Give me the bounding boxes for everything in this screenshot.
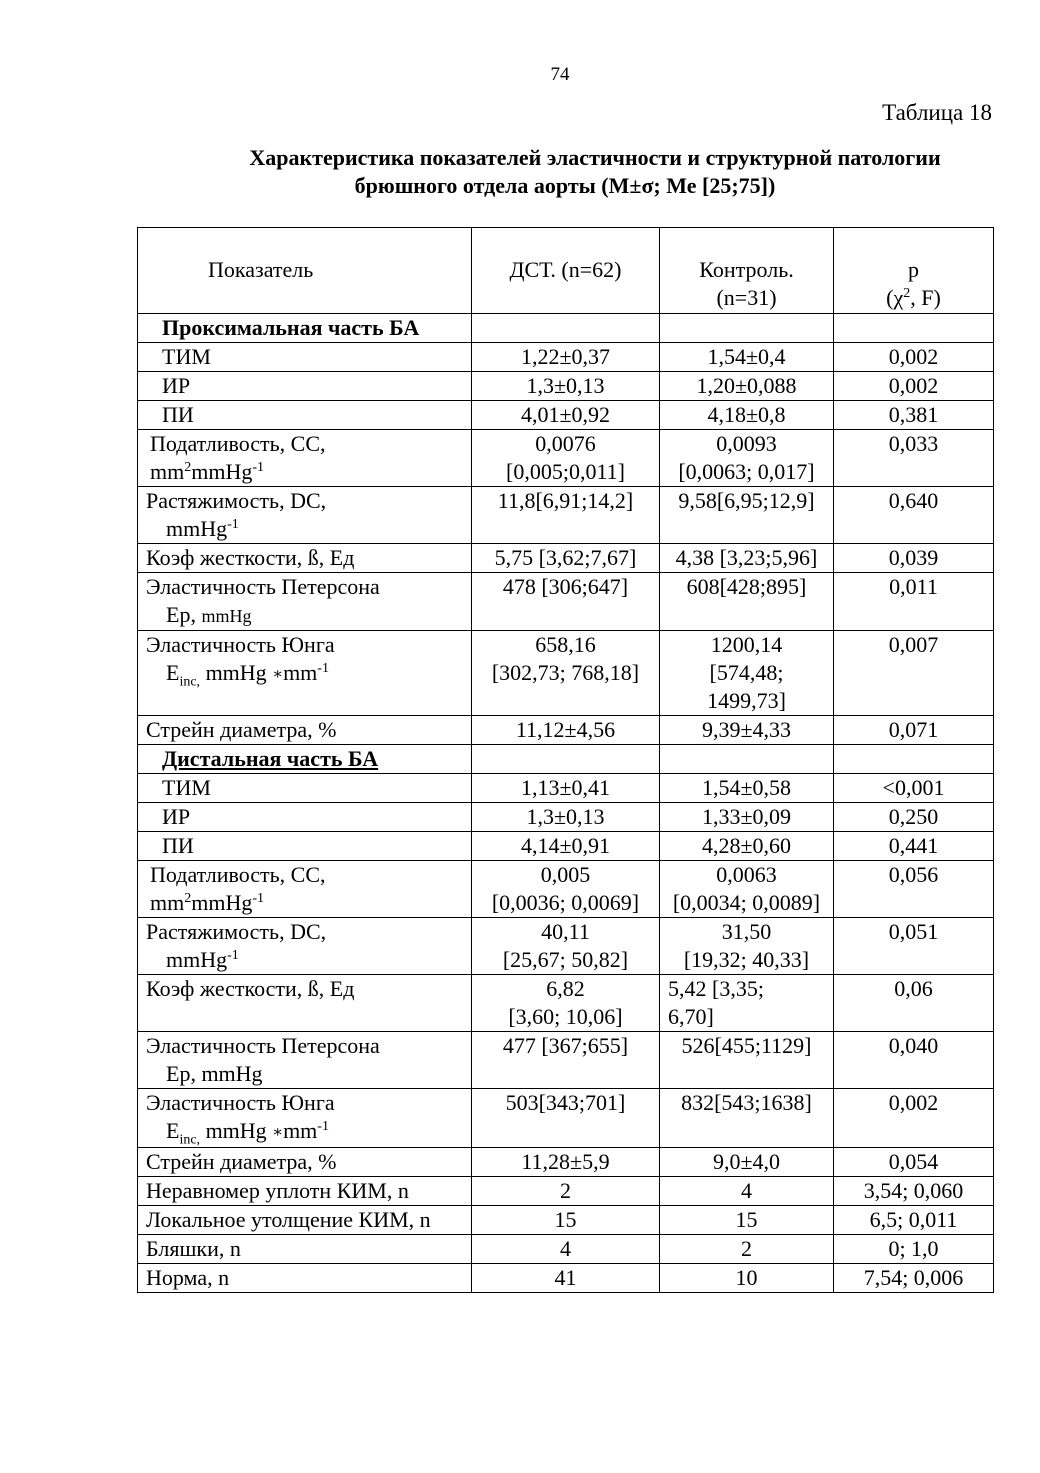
page-number: 74 (550, 64, 570, 85)
section-title-text: Дистальная часть БА (162, 746, 379, 771)
control-value (660, 861, 834, 918)
row-name: ТИМ (138, 343, 472, 372)
p-value: 0,071 (834, 716, 994, 745)
p-value: 0,002 (834, 372, 994, 401)
table-row (138, 631, 994, 716)
star-symbol: ∗ (272, 666, 284, 683)
row-name: ПИ (138, 401, 472, 430)
unit-part: mmHg (200, 1118, 273, 1143)
p-value: 6,5; 0,011 (834, 1206, 994, 1235)
p-value: 3,54; 0,060 (834, 1177, 994, 1206)
table-row (138, 401, 994, 430)
control-value-line: [574,48; (709, 660, 784, 685)
control-value: 608[428;895] (660, 573, 834, 631)
dst-value (472, 975, 660, 1032)
dst-value-line: [0,005;0,011] (506, 459, 625, 484)
table-header-row (138, 228, 994, 314)
p-value: 0,002 (834, 343, 994, 372)
dst-value (472, 430, 660, 487)
p-value: 0,011 (834, 573, 994, 631)
row-name: ПИ (138, 832, 472, 861)
dst-value-line: [25,67; 50,82] (502, 947, 629, 972)
dst-value: 41 (472, 1264, 660, 1293)
header-control-line1: Контроль. (699, 257, 794, 282)
unit-part: mm (150, 459, 185, 484)
control-value (660, 430, 834, 487)
table-row (138, 1032, 994, 1089)
dst-value: 11,12±4,56 (472, 716, 660, 745)
row-name: Локальное утолщение КИМ, n (138, 1206, 472, 1235)
dst-value: 4,01±0,92 (472, 401, 660, 430)
dst-value-line: 658,16 (535, 632, 596, 657)
header-control-line2: (n=31) (716, 285, 777, 310)
p-value: 0,06 (834, 975, 994, 1032)
section-row-proximal (138, 314, 994, 343)
dst-value (472, 918, 660, 975)
empty-cell (660, 745, 834, 774)
control-value-line: 1200,14 (710, 632, 783, 657)
p-value: 0,250 (834, 803, 994, 832)
p-value: 0; 1,0 (834, 1235, 994, 1264)
unit-part: mm (283, 660, 318, 685)
control-value: 15 (660, 1206, 834, 1235)
dst-value (472, 861, 660, 918)
control-value-line: 5,42 [3,35; (668, 976, 764, 1001)
empty-cell (472, 314, 660, 343)
dst-value: 1,22±0,37 (472, 343, 660, 372)
row-unit (146, 659, 467, 689)
row-name: Коэф жесткости, ß, Ед (138, 975, 472, 1032)
row-name-line1: Эластичность Юнга (146, 632, 335, 657)
dst-value-line: 0,0076 (535, 431, 596, 456)
control-value-line: [19,32; 40,33] (683, 947, 810, 972)
p-value: <0,001 (834, 774, 994, 803)
unit-sup: -1 (317, 661, 329, 676)
table-row (138, 1089, 994, 1148)
unit-part: E (166, 1118, 180, 1143)
header-p-sup: 2 (903, 286, 911, 301)
unit-part: mmHg (166, 516, 228, 541)
row-name: ТИМ (138, 774, 472, 803)
control-value-line: 0,0063 (716, 862, 777, 887)
table-row (138, 1206, 994, 1235)
dst-value-line: [3,60; 10,06] (508, 1004, 623, 1029)
dst-value: 5,75 [3,62;7,67] (472, 544, 660, 573)
row-name (138, 1032, 472, 1089)
table-row (138, 716, 994, 745)
header-indicator: Показатель (138, 228, 472, 314)
control-value: 832[543;1638] (660, 1089, 834, 1148)
row-unit (150, 458, 467, 486)
p-value: 0,039 (834, 544, 994, 573)
data-table (137, 227, 994, 1293)
table-row (138, 918, 994, 975)
row-name (138, 631, 472, 716)
header-p-line2 (838, 284, 989, 312)
dst-value: 1,13±0,41 (472, 774, 660, 803)
table-row (138, 861, 994, 918)
row-name (138, 861, 472, 918)
table-row (138, 1177, 994, 1206)
star-symbol: ∗ (272, 1124, 284, 1141)
header-dst: ДСТ. (n=62) (472, 228, 660, 314)
title-line-2: брюшного отдела аорты (М±σ; Ме [25;75]) (354, 173, 776, 198)
table-row (138, 774, 994, 803)
row-name: Стрейн диаметра, % (138, 1148, 472, 1177)
control-value: 526[455;1129] (660, 1032, 834, 1089)
header-p (834, 228, 994, 314)
dst-value: 478 [306;647] (472, 573, 660, 631)
row-unit: Ep, mmHg (166, 1061, 263, 1086)
dst-value: 15 (472, 1206, 660, 1235)
unit-sub: inc, (179, 674, 201, 690)
dst-value-line: [302,73; 768,18] (491, 660, 640, 685)
p-value: 0,002 (834, 1089, 994, 1148)
empty-cell (834, 745, 994, 774)
dst-value-line: 6,82 (546, 976, 585, 1001)
dst-value: 1,3±0,13 (472, 372, 660, 401)
dst-value: 477 [367;655] (472, 1032, 660, 1089)
control-value (660, 631, 834, 716)
table-row (138, 803, 994, 832)
table-title (140, 144, 990, 200)
empty-cell (472, 745, 660, 774)
dst-value (472, 631, 660, 716)
p-value: 0,381 (834, 401, 994, 430)
dst-value-line: 40,11 (541, 919, 590, 944)
p-value: 0,040 (834, 1032, 994, 1089)
row-name-line1: Эластичность Петерсона (146, 574, 380, 599)
control-value-line: 1499,73] (707, 688, 786, 713)
row-name (138, 573, 472, 631)
table-row (138, 487, 994, 544)
control-value-line: 6,70] (668, 1004, 714, 1029)
empty-cell (834, 314, 994, 343)
row-name: ИР (138, 372, 472, 401)
row-name (138, 918, 472, 975)
p-value: 7,54; 0,006 (834, 1264, 994, 1293)
row-unit (146, 946, 467, 974)
empty-cell (660, 314, 834, 343)
control-value-line: 31,50 (721, 919, 772, 944)
control-value: 9,39±4,33 (660, 716, 834, 745)
dst-value-line: 0,005 (540, 862, 591, 887)
control-value: 9,58[6,95;12,9] (660, 487, 834, 544)
unit-sub: inc, (179, 1132, 201, 1148)
title-line-1: Характеристика показателей эластичности и структурной патологии (249, 145, 941, 170)
unit-sup: -1 (227, 948, 239, 963)
unit-sup: 2 (184, 891, 192, 906)
control-value: 9,0±4,0 (660, 1148, 834, 1177)
table-row (138, 372, 994, 401)
control-value (660, 918, 834, 975)
table-row (138, 573, 994, 631)
row-name-line1: Податливость, CC, (150, 862, 326, 887)
control-value: 1,20±0,088 (660, 372, 834, 401)
control-value: 4 (660, 1177, 834, 1206)
header-p-chi: (χ (886, 285, 904, 310)
row-name (138, 1089, 472, 1148)
control-value: 1,33±0,09 (660, 803, 834, 832)
header-control (660, 228, 834, 314)
row-name (138, 430, 472, 487)
table-row (138, 1264, 994, 1293)
control-value: 4,18±0,8 (660, 401, 834, 430)
row-name-line1: Эластичность Юнга (146, 1090, 335, 1115)
control-value-line: 0,0093 (716, 431, 777, 456)
control-value: 10 (660, 1264, 834, 1293)
dst-value: 2 (472, 1177, 660, 1206)
p-value: 0,051 (834, 918, 994, 975)
row-name: Бляшки, n (138, 1235, 472, 1264)
row-name-line1: Растяжимость, DC, (146, 488, 327, 513)
row-unit (146, 1117, 467, 1147)
unit-sup: -1 (252, 891, 265, 906)
unit-sup: -1 (317, 1119, 329, 1134)
table-row (138, 832, 994, 861)
control-value (660, 975, 834, 1032)
row-name-line1: Эластичность Петерсона (146, 1033, 380, 1058)
row-name-line1: Растяжимость, DC, (146, 919, 327, 944)
table-row (138, 544, 994, 573)
row-name: Стрейн диаметра, % (138, 716, 472, 745)
row-name: Норма, n (138, 1264, 472, 1293)
dst-value: 503[343;701] (472, 1089, 660, 1148)
control-value-line: [0,0063; 0,017] (678, 459, 815, 484)
unit-sup: 2 (184, 460, 192, 475)
dst-value: 11,8[6,91;14,2] (472, 487, 660, 544)
header-p-line1: р (908, 257, 919, 282)
p-value: 0,054 (834, 1148, 994, 1177)
control-value: 1,54±0,58 (660, 774, 834, 803)
dst-value-line: [0,0036; 0,0069] (491, 890, 640, 915)
table-row (138, 430, 994, 487)
unit-sup: -1 (252, 460, 265, 475)
table-row (138, 975, 994, 1032)
dst-value: 11,28±5,9 (472, 1148, 660, 1177)
table-row (138, 1148, 994, 1177)
dst-value: 4,14±0,91 (472, 832, 660, 861)
unit-part: mmHg (200, 660, 273, 685)
dst-value: 1,3±0,13 (472, 803, 660, 832)
row-name: Неравномер уплотн КИМ, n (138, 1177, 472, 1206)
control-value: 2 (660, 1235, 834, 1264)
table-row (138, 1235, 994, 1264)
table-row (138, 343, 994, 372)
p-value: 0,007 (834, 631, 994, 716)
unit-part: mm (283, 1118, 318, 1143)
control-value: 4,28±0,60 (660, 832, 834, 861)
row-name-line1: Податливость, CC, (150, 431, 326, 456)
control-value-line: [0,0034; 0,0089] (672, 890, 821, 915)
unit-part: mmHg (201, 606, 252, 626)
unit-part: Ep, (166, 602, 202, 627)
row-name: ИР (138, 803, 472, 832)
p-value: 0,441 (834, 832, 994, 861)
control-value: 4,38 [3,23;5,96] (660, 544, 834, 573)
unit-part: mmHg (191, 890, 253, 915)
section-title (138, 745, 472, 774)
unit-part: mm (150, 890, 185, 915)
section-title: Проксимальная часть БА (138, 314, 472, 343)
row-unit (146, 601, 467, 630)
header-p-rest: , F) (910, 285, 941, 310)
unit-sup: -1 (227, 517, 239, 532)
p-value: 0,033 (834, 430, 994, 487)
row-unit (146, 515, 467, 543)
unit-part: mmHg (191, 459, 253, 484)
row-name (138, 487, 472, 544)
unit-part: mmHg (166, 947, 228, 972)
table-label: Таблица 18 (882, 100, 992, 125)
dst-value: 4 (472, 1235, 660, 1264)
section-row-distal (138, 745, 994, 774)
row-name: Коэф жесткости, ß, Ед (138, 544, 472, 573)
control-value: 1,54±0,4 (660, 343, 834, 372)
unit-part: E (166, 660, 180, 685)
row-unit (150, 889, 467, 917)
p-value: 0,640 (834, 487, 994, 544)
p-value: 0,056 (834, 861, 994, 918)
